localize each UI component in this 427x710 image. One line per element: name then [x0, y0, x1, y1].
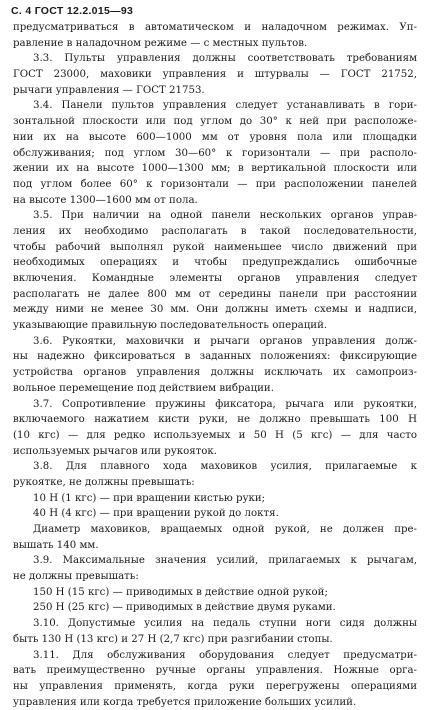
- standard-code: ГОСТ 12.2.015—93: [34, 5, 134, 17]
- text-line: 3.8. Для плавного хода маховиков усилия, прилагаемые к: [33, 461, 417, 473]
- text-line: жении их на высоте 1000—1300 мм; в вертикальной плоскости или: [13, 163, 417, 175]
- text-line: ны надежно фиксироваться в заданных положениях: фиксирующие: [13, 351, 417, 363]
- text-line: устройства органов управления должны исключать их самопроиз-: [13, 367, 417, 379]
- text-line: ны управления применять, когда руки перегружены операциями: [13, 680, 417, 692]
- text-line: равление в наладочном режиме — с местных пультов.: [13, 37, 308, 49]
- text-line: 3.3. Пульты управления должны соответствовать требованиям: [33, 53, 417, 65]
- page-number: С. 4: [11, 5, 32, 17]
- text-line: ления их необходимо располагать в такой последовательности,: [13, 225, 417, 237]
- text-line: Диаметр маховиков, вращаемых одной рукой, не должен пре-: [33, 524, 417, 535]
- body-text: [13, 20, 417, 710]
- text-line: включаемого нажатием кисти руки, не должно превышать 100 Н: [13, 414, 417, 426]
- text-line: 250 Н (25 кгс) — приводимых в действие двумя руками.: [33, 602, 336, 614]
- text-line: между ними не менее 30 мм. Они должны иметь схемы и надписи,: [13, 304, 417, 316]
- text-line: рукоятке, не должны превышать:: [13, 476, 195, 488]
- text-line: под углом более 60° к горизонтали — при расположении панелей: [13, 178, 417, 190]
- text-line: 3.5. При наличии на одной панели нескольких органов управ-: [33, 210, 417, 222]
- text-line: вышать 140 мм.: [13, 539, 99, 551]
- page-header: [11, 5, 133, 17]
- text-line: 3.4. Панели пультов управления следует устанавливать в гори-: [33, 100, 417, 112]
- text-line: ГОСТ 23000, маховики управления и штурвалы — ГОСТ 21752,: [13, 69, 417, 81]
- text-line: вольное перемещение под действием вибрации.: [13, 382, 274, 394]
- text-line: используемых рычагов или рукояток.: [13, 445, 218, 457]
- text-line: чтобы рабочий выполнял рукой наименьшее число движений при: [13, 241, 417, 253]
- text-line: необходимых операциях и чтобы предупреждались ошибочные: [13, 257, 417, 269]
- text-line: 150 Н (15 кгс) — приводимых в действие одной рукой;: [33, 586, 328, 598]
- text-line: (10 кгс) — для редко используемых и 50 Н (5 кгс) — для часто: [13, 429, 417, 441]
- text-line: управления или когда требуется приложение больших усилий.: [13, 696, 357, 708]
- text-line: зонтальной плоскости или под углом до 30° к ней при расположе-: [13, 116, 417, 128]
- text-line: обслуживания; под углом 30—60° к горизонтали — при располо-: [13, 147, 417, 159]
- text-line: предусматриваться в автоматическом и наладочном режимах. Уп-: [13, 22, 417, 33]
- text-line: вать преимущественно ручные органы управления. Ножные орга-: [13, 665, 417, 677]
- text-line: нии их на высоте 600—1000 мм от уровня пола или площадки: [13, 131, 417, 143]
- text-line: на высоте 1300—1600 мм от пола.: [13, 194, 198, 206]
- text-line: располагать не далее 800 мм от середины панели при расстоянии: [13, 288, 417, 300]
- text-line: включения. Командные элементы органов управления следует: [13, 273, 417, 284]
- text-line: рычаги управления — ГОСТ 21753.: [13, 84, 205, 96]
- text-line: 3.11. Для обслуживания оборудования следует предусматри-: [33, 649, 417, 661]
- text-line: 3.6. Рукоятки, маховички и рычаги органов управления долж-: [33, 335, 417, 347]
- text-line: 3.10. Допустимые усилия на педаль ступни ноги сидя должны: [33, 618, 417, 630]
- text-line: 3.9. Максимальные значения усилий, прилагаемых к рычагам,: [33, 555, 417, 567]
- text-line: указывающие правильную последовательность операций.: [13, 320, 328, 332]
- text-line: 40 Н (4 кгс) — при вращении рукой до локтя.: [33, 508, 279, 520]
- text-line: 10 Н (1 кгс) — при вращении кистью руки;: [33, 492, 266, 504]
- text-line: 3.7. Сопротивление пружины фиксатора, рычага или рукоятки,: [33, 398, 417, 410]
- text-line: быть 130 Н (13 кгс) и 27 Н (2,7 кгс) при разгибании стопы.: [13, 633, 333, 645]
- text-line: не должны превышать:: [13, 571, 139, 583]
